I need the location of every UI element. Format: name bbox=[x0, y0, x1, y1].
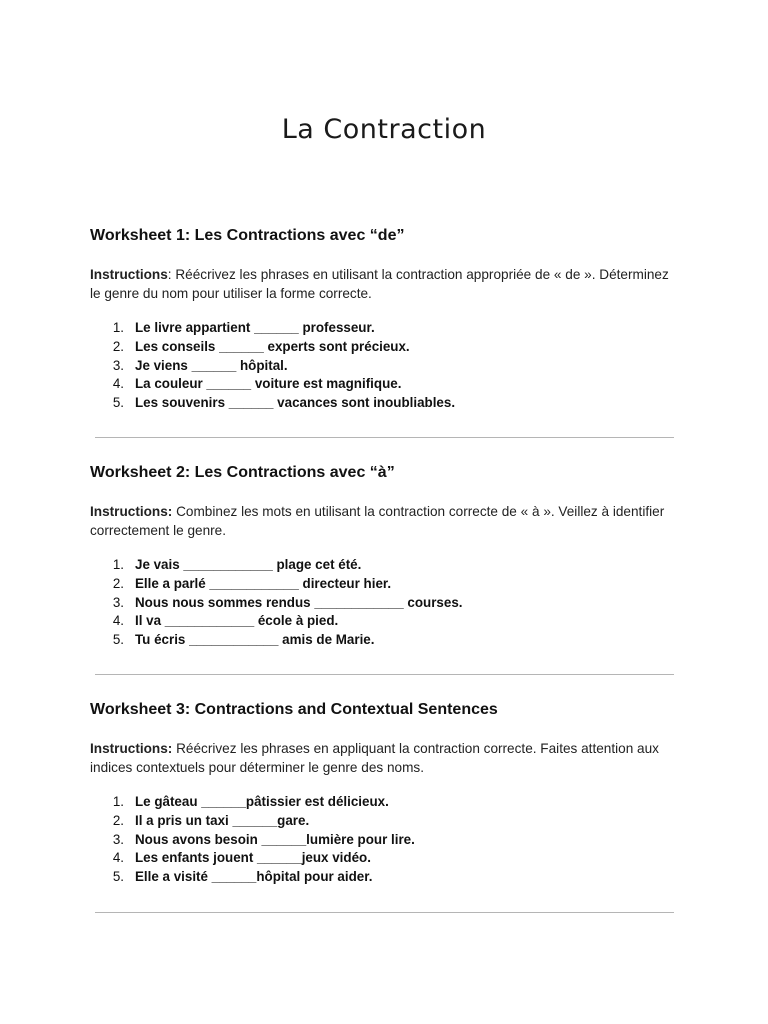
exercise-item bbox=[90, 556, 680, 575]
item-text: Les conseils ______ experts sont précieux. bbox=[135, 338, 410, 354]
worksheet-2-instructions bbox=[90, 502, 680, 540]
item-text: Tu écris ____________ amis de Marie. bbox=[135, 632, 375, 648]
item-number: 5. bbox=[112, 869, 124, 885]
page-title: La Contraction bbox=[281, 114, 487, 145]
worksheet-2-section bbox=[90, 463, 680, 650]
instructions-label: Instructions: bbox=[90, 504, 173, 519]
item-text: Je viens ______ hôpital. bbox=[135, 357, 288, 373]
instructions-label: Instructions bbox=[90, 267, 168, 282]
item-text: Nous avons besoin ______lumière pour lire. bbox=[135, 831, 415, 847]
worksheet-1-section bbox=[90, 226, 680, 413]
worksheet-1-heading: Worksheet 1: Les Contractions avec “de” bbox=[90, 227, 405, 244]
exercise-item bbox=[90, 868, 680, 887]
item-text: Il va ____________ école à pied. bbox=[135, 613, 339, 629]
item-number: 2. bbox=[112, 338, 124, 354]
section-divider bbox=[95, 912, 674, 913]
item-text: Les enfants jouent ______jeux vidéo. bbox=[135, 850, 371, 866]
exercise-item bbox=[90, 375, 680, 394]
item-number: 1. bbox=[112, 794, 124, 809]
item-text: La couleur ______ voiture est magnifique. bbox=[135, 376, 402, 392]
exercise-item bbox=[90, 338, 680, 357]
section-divider bbox=[95, 437, 674, 438]
exercise-item bbox=[90, 594, 680, 613]
item-number: 5. bbox=[112, 632, 124, 648]
worksheet-1-instructions bbox=[90, 265, 680, 303]
instructions-label: Instructions: bbox=[90, 741, 173, 756]
instructions-text: Combinez les mots en utilisant la contraction correcte de « à ». Veillez à identifier correctement le genre. bbox=[90, 504, 665, 538]
worksheet-3-heading: Worksheet 3: Contractions and Contextual Sentences bbox=[90, 701, 498, 718]
worksheet-2-heading: Worksheet 2: Les Contractions avec “à” bbox=[90, 464, 395, 481]
item-text: Je vais ____________ plage cet été. bbox=[135, 557, 362, 572]
item-text: Elle a parlé ____________ directeur hier. bbox=[135, 575, 392, 591]
item-text: Le livre appartient ______ professeur. bbox=[135, 320, 375, 335]
worksheet-3-exercise-list bbox=[90, 793, 680, 887]
item-number: 4. bbox=[112, 850, 124, 866]
item-number: 5. bbox=[112, 395, 124, 411]
worksheet-1-exercise-list bbox=[90, 319, 680, 413]
item-text: Elle a visité ______hôpital pour aider. bbox=[135, 869, 373, 885]
item-text: Le gâteau ______pâtissier est délicieux. bbox=[135, 794, 389, 809]
worksheet-2-exercise-list bbox=[90, 556, 680, 650]
exercise-item bbox=[90, 812, 680, 831]
item-text: Les souvenirs ______ vacances sont inoubliables. bbox=[135, 395, 456, 411]
exercise-item bbox=[90, 849, 680, 868]
worksheet-3-instructions bbox=[90, 739, 680, 777]
item-number: 4. bbox=[112, 376, 124, 392]
exercise-item bbox=[90, 575, 680, 594]
exercise-item bbox=[90, 357, 680, 376]
item-text: Nous nous sommes rendus ____________ courses. bbox=[135, 594, 463, 610]
item-number: 1. bbox=[112, 320, 124, 335]
item-text: Il a pris un taxi ______gare. bbox=[135, 812, 310, 828]
exercise-item bbox=[90, 394, 680, 413]
item-number: 4. bbox=[112, 613, 124, 629]
item-number: 3. bbox=[112, 357, 124, 373]
item-number: 3. bbox=[112, 831, 124, 847]
item-number: 2. bbox=[112, 812, 124, 828]
instructions-text: : Réécrivez les phrases en utilisant la contraction appropriée de « de ». Déterminez le genre du nom pour utiliser la forme correcte. bbox=[90, 267, 669, 301]
exercise-item bbox=[90, 319, 680, 338]
item-number: 2. bbox=[112, 575, 124, 591]
exercise-item bbox=[90, 612, 680, 631]
exercise-item bbox=[90, 831, 680, 850]
instructions-text: Réécrivez les phrases en appliquant la contraction correcte. Faites attention aux indices contextuels pour déterminer le genre des noms. bbox=[90, 741, 659, 775]
item-number: 3. bbox=[112, 594, 124, 610]
exercise-item bbox=[90, 793, 680, 812]
section-divider bbox=[95, 674, 674, 675]
worksheet-3-section bbox=[90, 700, 680, 887]
exercise-item bbox=[90, 631, 680, 650]
item-number: 1. bbox=[112, 557, 124, 572]
